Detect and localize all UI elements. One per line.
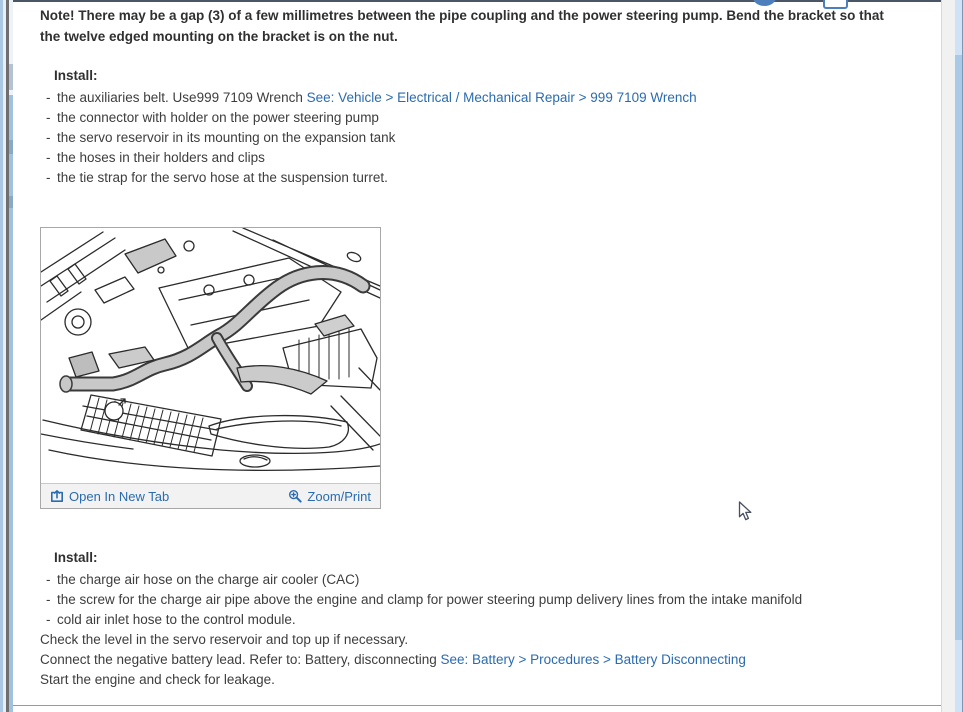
list-item-text: cold air inlet hose to the control module. xyxy=(57,612,296,627)
install-list-1 xyxy=(40,88,697,188)
note-text: Note! There may be a gap (3) of a few millimetres between the pipe coupling and the power steering pump. Bend the bracket so that the twelve edged mounting on the bracket is on the nut. xyxy=(40,8,884,44)
list-item-text: the servo reservoir in its mounting on the expansion tank xyxy=(57,130,396,145)
zoom-print-link[interactable] xyxy=(288,489,371,504)
engine-figure xyxy=(40,227,381,509)
bullet-dash: - xyxy=(46,90,51,105)
highlighted-hose xyxy=(60,273,363,394)
see-reference-link[interactable]: See: Vehicle > Electrical / Mechanical Repair > 999 7109 Wrench xyxy=(306,90,697,105)
list-item-text: the charge air hose on the charge air cooler (CAC) xyxy=(57,572,360,587)
paragraph xyxy=(40,630,746,650)
bottom-border-line xyxy=(13,705,941,706)
figure-caption-bar xyxy=(41,483,380,508)
left-scrollbar-thumb[interactable] xyxy=(9,95,13,712)
bullet-dash: - xyxy=(46,170,51,185)
paragraph-text: Connect the negative battery lead. Refer to: Battery, disconnecting xyxy=(40,652,441,667)
open-in-new-tab-icon xyxy=(50,489,64,503)
bullet-dash: - xyxy=(46,110,51,125)
bullet-dash: - xyxy=(46,130,51,145)
left-scrollbar-shade xyxy=(9,140,13,154)
mouse-cursor xyxy=(738,501,753,522)
left-panel-scrollbar[interactable] xyxy=(0,0,13,712)
list-item xyxy=(40,590,802,610)
list-item xyxy=(40,128,697,148)
list-item xyxy=(40,148,697,168)
list-item xyxy=(40,570,802,590)
list-item xyxy=(40,108,697,128)
bullet-dash: - xyxy=(46,612,51,627)
install-heading-1: Install: xyxy=(54,68,98,83)
install-heading-2: Install: xyxy=(54,550,98,565)
list-item xyxy=(40,88,697,108)
left-scrollbar-shade xyxy=(9,196,13,208)
closing-paragraphs xyxy=(40,630,746,690)
top-border-line xyxy=(13,0,941,2)
bullet-dash: - xyxy=(46,592,51,607)
inner-scrollbar-track[interactable] xyxy=(942,0,955,712)
list-item xyxy=(40,610,802,630)
list-item-text: the connector with holder on the power steering pump xyxy=(57,110,379,125)
install-list-2 xyxy=(40,570,802,630)
magnifier-plus-icon xyxy=(288,489,302,503)
engine-bay-illustration xyxy=(41,228,380,483)
list-item-text: the auxiliaries belt. Use999 7109 Wrench xyxy=(57,90,307,105)
paragraph xyxy=(40,670,746,690)
paragraph-text: Start the engine and check for leakage. xyxy=(40,672,275,687)
bullet-dash: - xyxy=(46,150,51,165)
list-item xyxy=(40,168,697,188)
paragraph-text: Check the level in the servo reservoir and top up if necessary. xyxy=(40,632,409,647)
zoom-print-label: Zoom/Print xyxy=(307,488,371,504)
list-item-text: the hoses in their holders and clips xyxy=(57,150,265,165)
list-item-text: the tie strap for the servo hose at the suspension turret. xyxy=(57,170,388,185)
paragraph xyxy=(40,650,746,670)
open-in-new-tab-link[interactable] xyxy=(50,489,169,504)
open-in-new-tab-label: Open In New Tab xyxy=(69,488,170,504)
bullet-dash: - xyxy=(46,572,51,587)
see-reference-link[interactable]: See: Battery > Procedures > Battery Disconnecting xyxy=(440,652,746,667)
left-scrollbar-shade xyxy=(9,64,13,90)
list-item-text: the screw for the charge air pipe above the engine and clamp for power steering pump delivery lines from the intake manifold xyxy=(57,592,803,607)
